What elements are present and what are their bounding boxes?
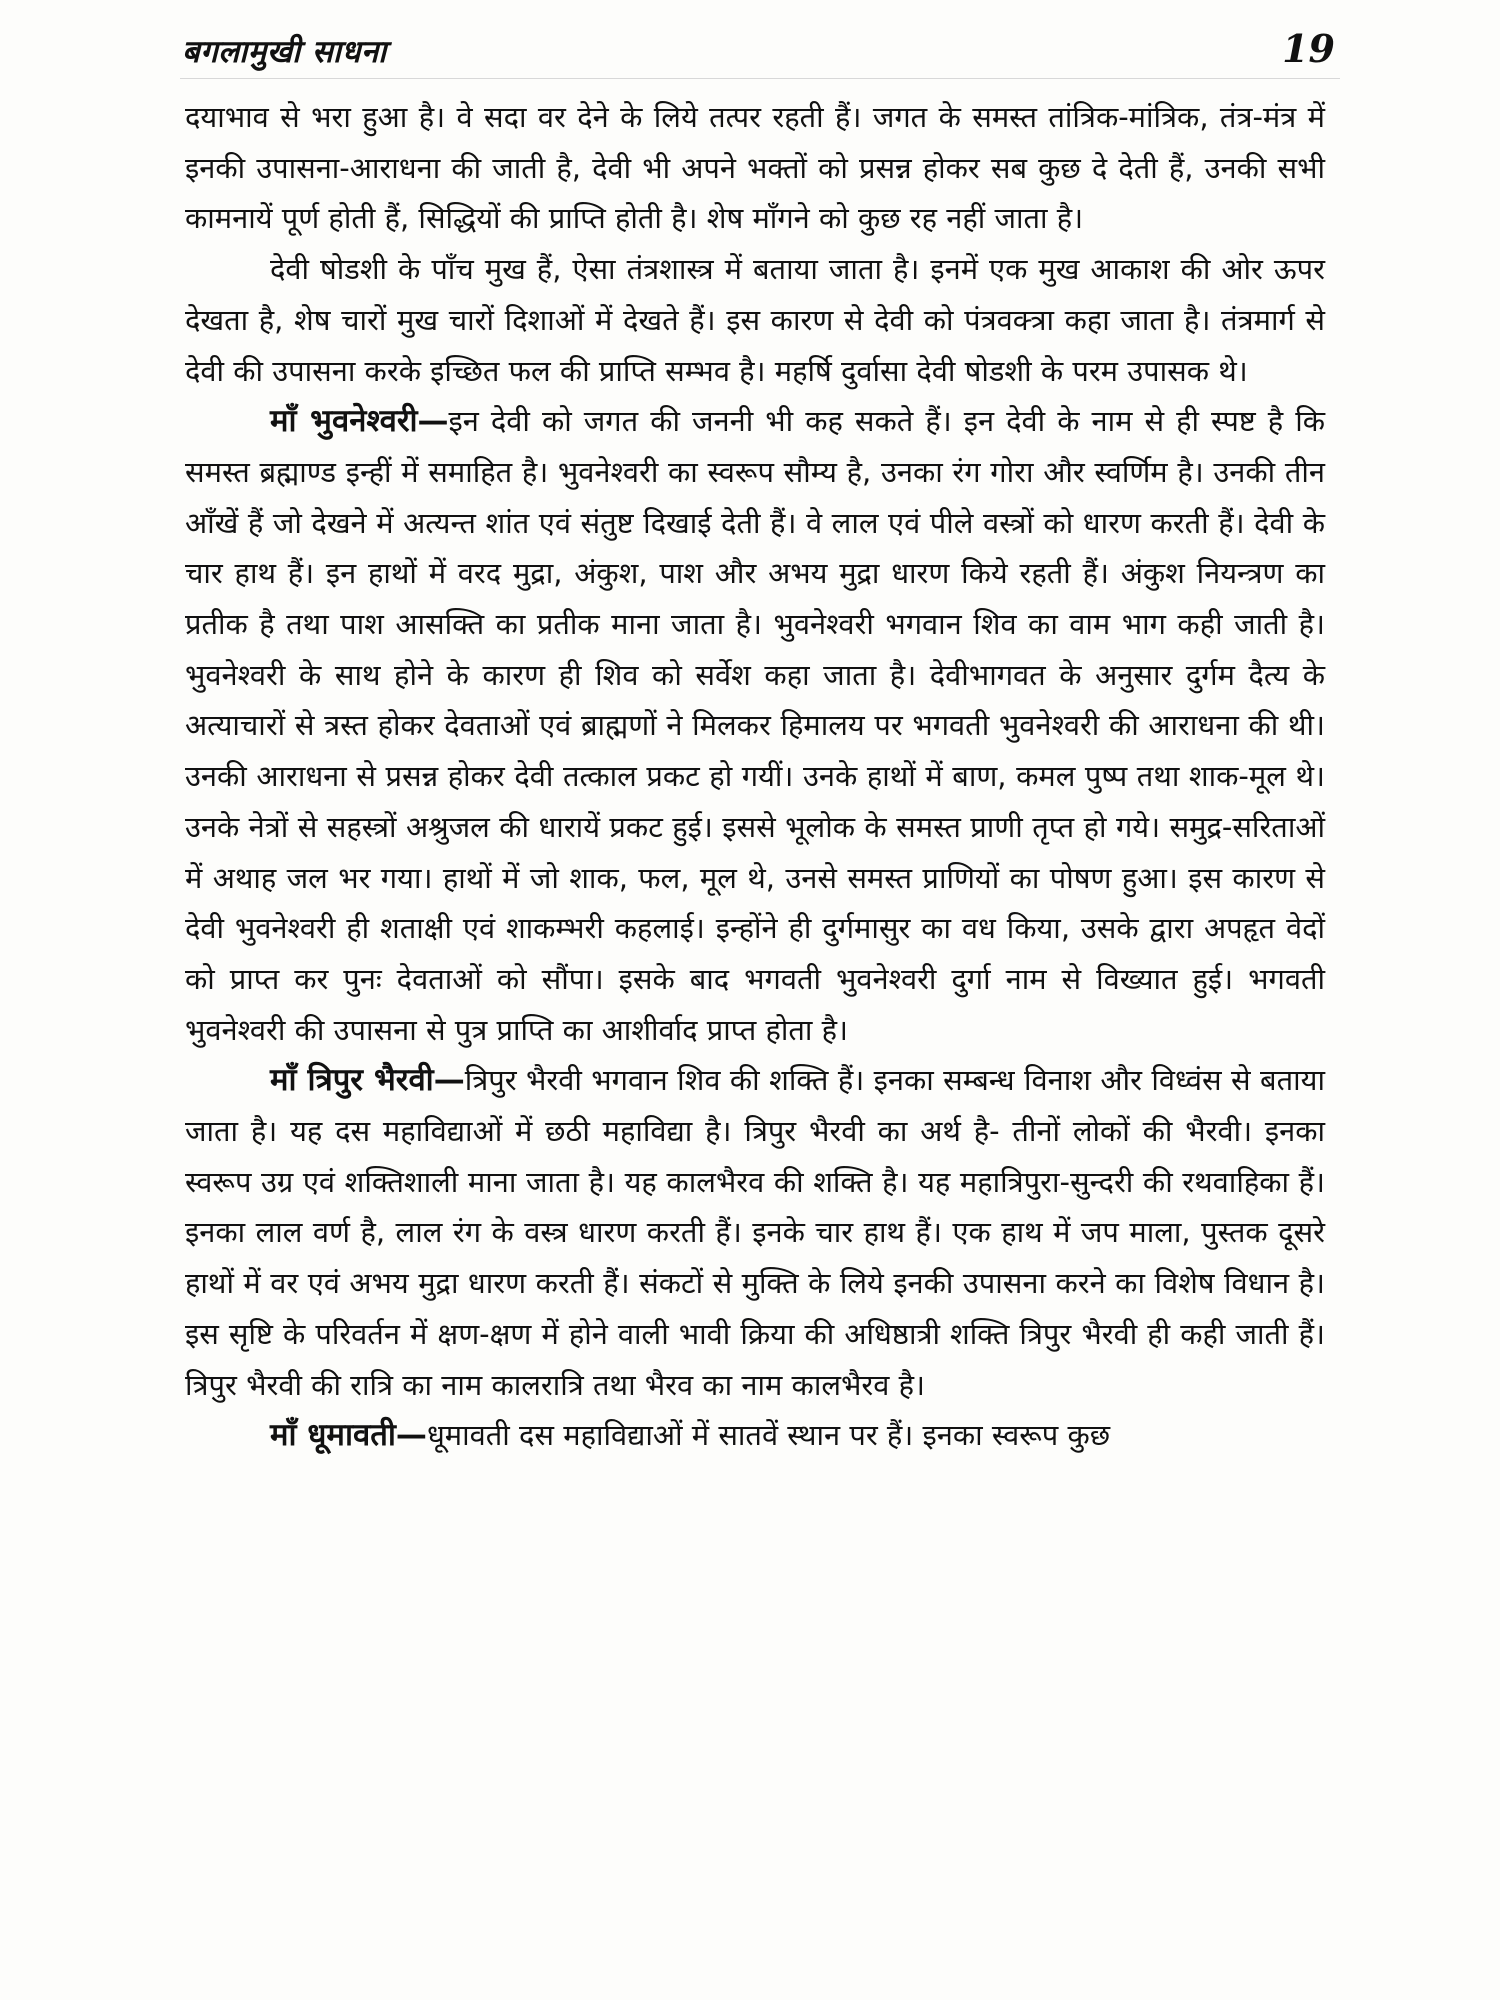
page-number: 19	[1282, 26, 1335, 71]
running-header-title: बगलामुखी साधना	[182, 34, 387, 70]
section-heading: माँ भुवनेश्वरी—	[270, 403, 449, 440]
paragraph-continuation	[185, 92, 1325, 244]
paragraph-text: इन देवी को जगत की जननी भी कह सकते हैं। इन देवी के नाम से ही स्पष्ट है कि समस्त ब्रह्माण्ड इन्हीं में समाहित है। भुवनेश्वरी का स्वरूप सौम्य है, उनका रंग गोरा और स्वर्णिम है। उनकी तीन आँखें हैं जो देखने में अत्यन्त शांत एवं संतुष्ट दिखाई देती हैं। वे लाल एवं पीले वस्त्रों को धारण करती हैं। देवी के चार हाथ हैं। इन हाथों में वरद मुद्रा, अंकुश, पाश और अभय मुद्रा धारण किये रहती हैं। अंकुश नियन्त्रण का प्रतीक है तथा पाश आसक्ति का प्रतीक माना जाता है। भुवनेश्वरी भगवान शिव का वाम भाग कही जाती है। भुवनेश्वरी के साथ होने के कारण ही शिव को सर्वेश कहा जाता है। देवीभागवत के अनुसार दुर्गम दैत्य के अत्याचारों से त्रस्त होकर देवताओं एवं ब्राह्मणों ने मिलकर हिमालय पर भगवती भुवनेश्वरी की आराधना की थी। उनकी आराधना से प्रसन्न होकर देवी तत्काल प्रकट हो गयीं। उनके हाथों में बाण, कमल पुष्प तथा शाक-मूल थे। उनके नेत्रों से सहस्त्रों अश्रुजल की धारायें प्रकट हुई। इससे भूलोक के समस्त प्राणी तृप्त हो गये। समुद्र-सरिताओं में अथाह जल भर गया। हाथों में जो शाक, फल, मूल थे, उनसे समस्त प्राणियों का पोषण हुआ। इस कारण से देवी भुवनेश्वरी ही शताक्षी एवं शाकम्भरी कहलाई। इन्होंने ही दुर्गमासुर का वध किया, उसके द्वारा अपहृत वेदों को प्राप्त कर पुनः देवताओं को सौंपा। इसके बाद भगवती भुवनेश्वरी दुर्गा नाम से विख्यात हुई। भगवती भुवनेश्वरी की उपासना से पुत्र प्राप्ति का आशीर्वाद प्राप्त होता है।	[185, 404, 1325, 1047]
section-heading: माँ त्रिपुर भैरवी—	[270, 1062, 465, 1099]
paragraph-text: धूमावती दस महाविद्याओं में सातवें स्थान पर हैं। इनका स्वरूप कुछ	[426, 1418, 1111, 1453]
body-text	[185, 92, 1325, 1461]
paragraph-text: दयाभाव से भरा हुआ है। वे सदा वर देने के लिये तत्पर रहती हैं। जगत के समस्त तांत्रिक-मांत्रिक, तंत्र-मंत्र में इनकी उपासना-आराधना की जाती है, देवी भी अपने भक्तों को प्रसन्न होकर सब कुछ दे देती हैं, उनकी सभी कामनायें पूर्ण होती हैं, सिद्धियों की प्राप्ति होती है। शेष माँगने को कुछ रह नहीं जाता है।	[185, 100, 1325, 236]
header-divider	[180, 78, 1340, 79]
section-heading: माँ धूमावती—	[270, 1417, 427, 1454]
paragraph-text: त्रिपुर भैरवी भगवान शिव की शक्ति हैं। इनका सम्बन्ध विनाश और विध्वंस से बताया जाता है। यह दस महाविद्याओं में छठी महाविद्या है। त्रिपुर भैरवी का अर्थ है- तीनों लोकों की भैरवी। इनका स्वरूप उग्र एवं शक्तिशाली माना जाता है। यह कालभैरव की शक्ति है। यह महात्रिपुरा-सुन्दरी की रथवाहिका हैं। इनका लाल वर्ण है, लाल रंग के वस्त्र धारण करती हैं। इनके चार हाथ हैं। एक हाथ में जप माला, पुस्तक दूसरे हाथों में वर एवं अभय मुद्रा धारण करती हैं। संकटों से मुक्ति के लिये इनकी उपासना करने का विशेष विधान है। इस सृष्टि के परिवर्तन में क्षण-क्षण में होने वाली भावी क्रिया की अधिष्ठात्री शक्ति त्रिपुर भैरवी ही कही जाती हैं। त्रिपुर भैरवी की रात्रि का नाम कालरात्रि तथा भैरव का नाम कालभैरव है।	[185, 1063, 1325, 1402]
paragraph-tripur-bhairavi	[185, 1055, 1325, 1410]
paragraph-shodashi	[185, 244, 1325, 396]
paragraph-text: देवी षोडशी के पाँच मुख हैं, ऐसा तंत्रशास्त्र में बताया जाता है। इनमें एक मुख आकाश की ओर ऊपर देखता है, शेष चारों मुख चारों दिशाओं में देखते हैं। इस कारण से देवी को पंत्रवक्त्रा कहा जाता है। तंत्रमार्ग से देवी की उपासना करके इच्छित फल की प्राप्ति सम्भव है। महर्षि दुर्वासा देवी षोडशी के परम उपासक थे।	[185, 252, 1325, 388]
paragraph-bhuvaneshwari	[185, 396, 1325, 1055]
paragraph-dhumavati	[185, 1410, 1325, 1461]
